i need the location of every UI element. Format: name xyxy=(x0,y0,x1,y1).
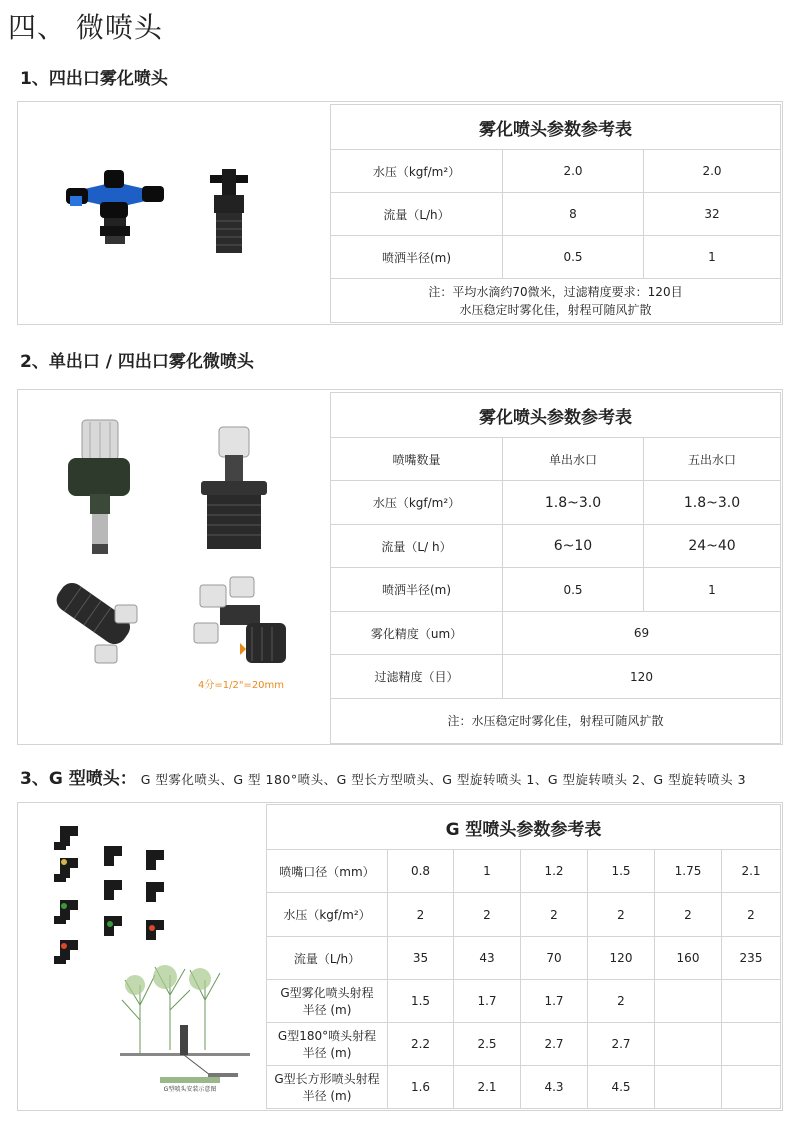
section-3-spec-table xyxy=(266,804,781,1109)
table-cell: 1.8~3.0 xyxy=(503,481,644,525)
table-cell: 2.1 xyxy=(722,850,781,893)
section-3-title: 3、G 型喷头： xyxy=(20,769,137,789)
single-outlet-mist-nozzle-image xyxy=(200,165,260,265)
table-cell: 1.5 xyxy=(388,980,454,1023)
table-cell: 2 xyxy=(454,893,521,937)
diagram-caption: G型喷头安装示意图 xyxy=(163,1086,217,1093)
note-line: 水压稳定时雾化佳，射程可随风扩散 xyxy=(459,302,652,317)
row-label: 流量（L/ h） xyxy=(331,525,503,568)
table-row xyxy=(331,568,781,612)
row-label: 水压（kgf/m²） xyxy=(331,481,503,525)
section-2-table-title: 雾化喷头参数参考表 xyxy=(331,393,781,438)
table-row xyxy=(331,236,781,279)
note-line: 注：平均水滴约70微米，过滤精度要求：120目 xyxy=(428,284,683,299)
thread-size-caption: 4分=1/2"=20mm xyxy=(198,680,285,691)
table-cell: 2.5 xyxy=(454,1023,521,1066)
row-label-line: 半径 (m) xyxy=(302,1003,352,1017)
table-cell: 0.5 xyxy=(503,568,644,612)
table-cell: 2 xyxy=(588,980,655,1023)
row-label xyxy=(267,1023,388,1066)
table-cell: 2 xyxy=(655,893,722,937)
table-cell: 0.5 xyxy=(503,236,644,279)
row-label: 雾化精度（um） xyxy=(331,612,503,655)
table-cell: 1.6 xyxy=(388,1066,454,1109)
row-label: 水压（kgf/m²） xyxy=(267,893,388,937)
table-cell: 2.7 xyxy=(521,1023,588,1066)
table-cell: 160 xyxy=(655,937,722,980)
row-label-line: G型长方形喷头射程 xyxy=(274,1072,380,1086)
installation-diagram xyxy=(120,965,255,1095)
table-header-row xyxy=(331,438,781,481)
row-label: 流量（L/h） xyxy=(267,937,388,980)
table-row xyxy=(331,481,781,525)
table-cell: 120 xyxy=(503,655,781,699)
g-type-nozzles-image xyxy=(50,820,200,970)
table-row xyxy=(267,893,781,937)
table-cell: 2.7 xyxy=(588,1023,655,1066)
table-cell: 1 xyxy=(454,850,521,893)
table-cell: 32 xyxy=(644,193,781,236)
table-cell: 1 xyxy=(644,236,781,279)
section-1-table-title: 雾化喷头参数参考表 xyxy=(331,105,781,150)
section-1-spec-table xyxy=(330,104,781,323)
table-cell xyxy=(722,1066,781,1109)
table-cell: 1.8~3.0 xyxy=(644,481,781,525)
table-row xyxy=(267,937,781,980)
table-cell xyxy=(655,980,722,1023)
table-row xyxy=(331,655,781,699)
table-cell: 8 xyxy=(503,193,644,236)
table-cell: 6~10 xyxy=(503,525,644,568)
section-3-subheading: G 型雾化喷头、G 型 180°喷头、G 型长方型喷头、G 型旋转喷头 1、G 型旋转喷头 2、G 型旋转喷头 3 xyxy=(140,772,747,787)
page-title: 四、 微喷头 xyxy=(8,11,163,44)
table-cell: 1.75 xyxy=(655,850,722,893)
row-label-line: G型雾化喷头射程 xyxy=(280,986,374,1000)
table-row xyxy=(267,980,781,1023)
table-cell: 120 xyxy=(588,937,655,980)
table-cell: 1.2 xyxy=(521,850,588,893)
table-cell xyxy=(722,980,781,1023)
table-row xyxy=(267,1023,781,1066)
table-row xyxy=(331,150,781,193)
column-header: 五出水口 xyxy=(644,438,781,481)
section-1-note xyxy=(331,279,781,323)
row-label xyxy=(267,980,388,1023)
row-label-line: 半径 (m) xyxy=(302,1046,352,1060)
table-row xyxy=(267,1066,781,1109)
table-cell: 1 xyxy=(644,568,781,612)
table-cell: 43 xyxy=(454,937,521,980)
table-row xyxy=(331,612,781,655)
section-2-heading: 2、单出口 / 四出口雾化微喷头 xyxy=(20,352,254,372)
row-label: 水压（kgf/m²） xyxy=(331,150,503,193)
table-cell: 2.0 xyxy=(644,150,781,193)
section-3-heading xyxy=(20,764,746,789)
table-row xyxy=(267,850,781,893)
table-cell: 2.2 xyxy=(388,1023,454,1066)
single-outlet-nozzle-image xyxy=(62,418,142,558)
row-label: 喷洒半径(m) xyxy=(331,568,503,612)
table-cell: 35 xyxy=(388,937,454,980)
row-label: 流量（L/h） xyxy=(331,193,503,236)
table-cell: 1.7 xyxy=(521,980,588,1023)
table-cell: 1.7 xyxy=(454,980,521,1023)
table-cell: 2 xyxy=(388,893,454,937)
table-cell: 235 xyxy=(722,937,781,980)
section-1-heading: 1、四出口雾化喷头 xyxy=(20,69,168,89)
table-cell: 2 xyxy=(521,893,588,937)
table-cell: 70 xyxy=(521,937,588,980)
row-label-line: 半径 (m) xyxy=(302,1089,352,1103)
table-row xyxy=(331,525,781,568)
table-cell xyxy=(655,1066,722,1109)
table-cell: 24~40 xyxy=(644,525,781,568)
table-row xyxy=(331,193,781,236)
table-cell: 2.1 xyxy=(454,1066,521,1109)
table-cell xyxy=(722,1023,781,1066)
table-cell: 2 xyxy=(588,893,655,937)
table-cell: 4.3 xyxy=(521,1066,588,1109)
row-label xyxy=(267,1066,388,1109)
multi-outlet-threaded-nozzle-image xyxy=(180,575,290,670)
row-label: 喷嘴数量 xyxy=(331,438,503,481)
section-2-spec-table xyxy=(330,392,781,744)
threaded-mist-nozzle-image xyxy=(195,425,275,555)
table-cell: 0.8 xyxy=(388,850,454,893)
section-3-table-title: G 型喷头参数参考表 xyxy=(267,805,781,850)
section-2-note: 注：水压稳定时雾化佳，射程可随风扩散 xyxy=(331,699,781,744)
table-cell: 4.5 xyxy=(588,1066,655,1109)
table-cell: 2.0 xyxy=(503,150,644,193)
row-label: 过滤精度（目） xyxy=(331,655,503,699)
table-cell: 2 xyxy=(722,893,781,937)
column-header: 单出水口 xyxy=(503,438,644,481)
table-cell: 1.5 xyxy=(588,850,655,893)
row-label-line: G型180°喷头射程 xyxy=(277,1029,377,1043)
row-label: 喷嘴口径（mm） xyxy=(267,850,388,893)
table-cell: 69 xyxy=(503,612,781,655)
pipe-mounted-nozzle-image xyxy=(55,575,150,670)
four-outlet-mist-nozzle-image xyxy=(60,160,170,260)
table-cell xyxy=(655,1023,722,1066)
row-label: 喷洒半径(m) xyxy=(331,236,503,279)
